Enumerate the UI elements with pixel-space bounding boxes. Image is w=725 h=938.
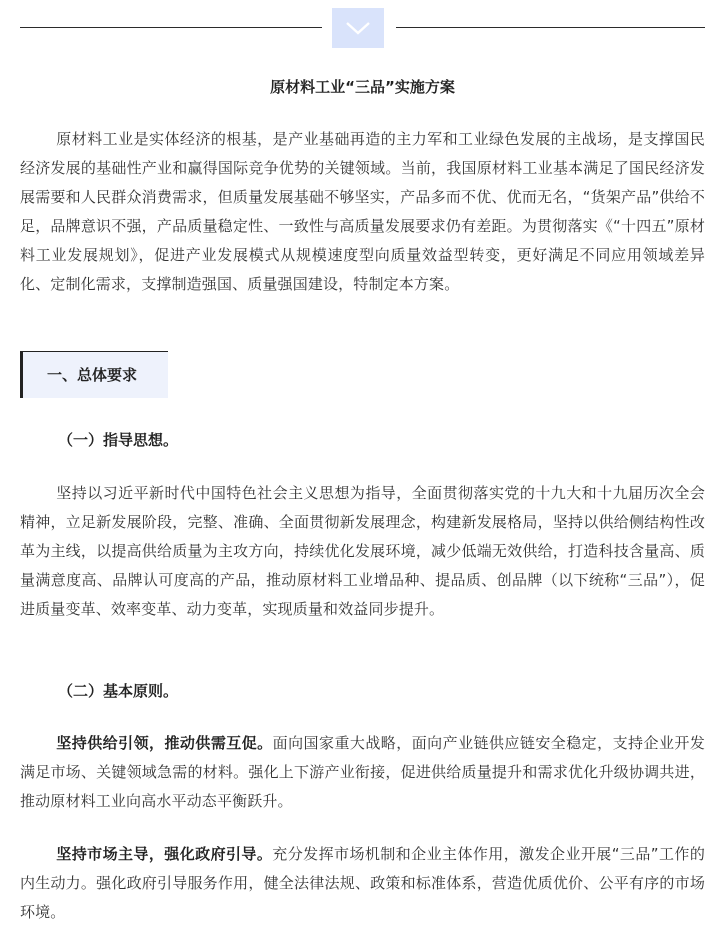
principle-paragraph-1 — [20, 729, 705, 816]
subsection-heading-guiding: （一）指导思想。 — [58, 431, 179, 449]
intro-paragraph — [20, 125, 705, 300]
document-title: 原材料工业“三品”实施方案 — [270, 78, 455, 96]
collapse-toggle[interactable] — [332, 8, 384, 48]
principle-lead-1: 坚持供给引领，推动供需互促。 — [56, 734, 273, 752]
header-divider-left — [20, 27, 322, 28]
principle-paragraph-2 — [20, 840, 705, 927]
principle-body-2: 充分发挥市场机制和企业主体作用，激发企业开展“三品”工作的内生动力。强化政府引导服务作用，健全法律法规、政策和标准体系，营造优质优价、公平有序的市场环境。 — [20, 845, 705, 922]
principle-body-1: 面向国家重大战略，面向产业链供应链安全稳定，支持企业开发满足市场、关键领域急需的材料。强化上下游产业衔接，促进供给质量提升和需求优化升级协调共进，推动原材料工业向高水平动态平衡跃升。 — [20, 734, 705, 811]
chevron-down-icon — [344, 18, 372, 38]
subsection-heading-principles: （二）基本原则。 — [58, 682, 179, 700]
guiding-text: 坚持以习近平新时代中国特色社会主义思想为指导，全面贯彻落实党的十九大和十九届历次全会精神，立足新发展阶段，完整、准确、全面贯彻新发展理念，构建新发展格局，坚持以供给侧结构性改革为主线，以提高供给质量为主攻方向，持续优化发展环境，减少低端无效供给，打造科技含量高、质量满意度高、品牌认可度高的产品，推动原材料工业增品种、提品质、创品牌（以下统称“三品”），促进质量变革、效率变革、动力变革，实现质量和效益同步提升。 — [20, 484, 705, 619]
section-heading-label: 一、总体要求 — [47, 366, 138, 384]
guiding-paragraph — [20, 479, 705, 624]
intro-text: 原材料工业是实体经济的根基，是产业基础再造的主力军和工业绿色发展的主战场，是支撑国民经济发展的基础性产业和赢得国际竞争优势的关键领域。当前，我国原材料工业基本满足了国民经济发展需要和人民群众消费需求，但质量发展基础不够坚实，产品多而不优、优而无名，“货架产品”供给不足，品牌意识不强，产品质量稳定性、一致性与高质量发展要求仍有差距。为贯彻落实《“十四五”原材料工业发展规划》，促进产业发展模式从规模速度型向质量效益型转变，更好满足不同应用领域差异化、定制化需求，支撑制造强国、质量强国建设，特制定本方案。 — [20, 130, 705, 294]
header-divider-right — [396, 27, 705, 28]
principle-lead-2: 坚持市场主导，强化政府引导。 — [56, 845, 273, 863]
section-heading-1 — [20, 351, 168, 398]
